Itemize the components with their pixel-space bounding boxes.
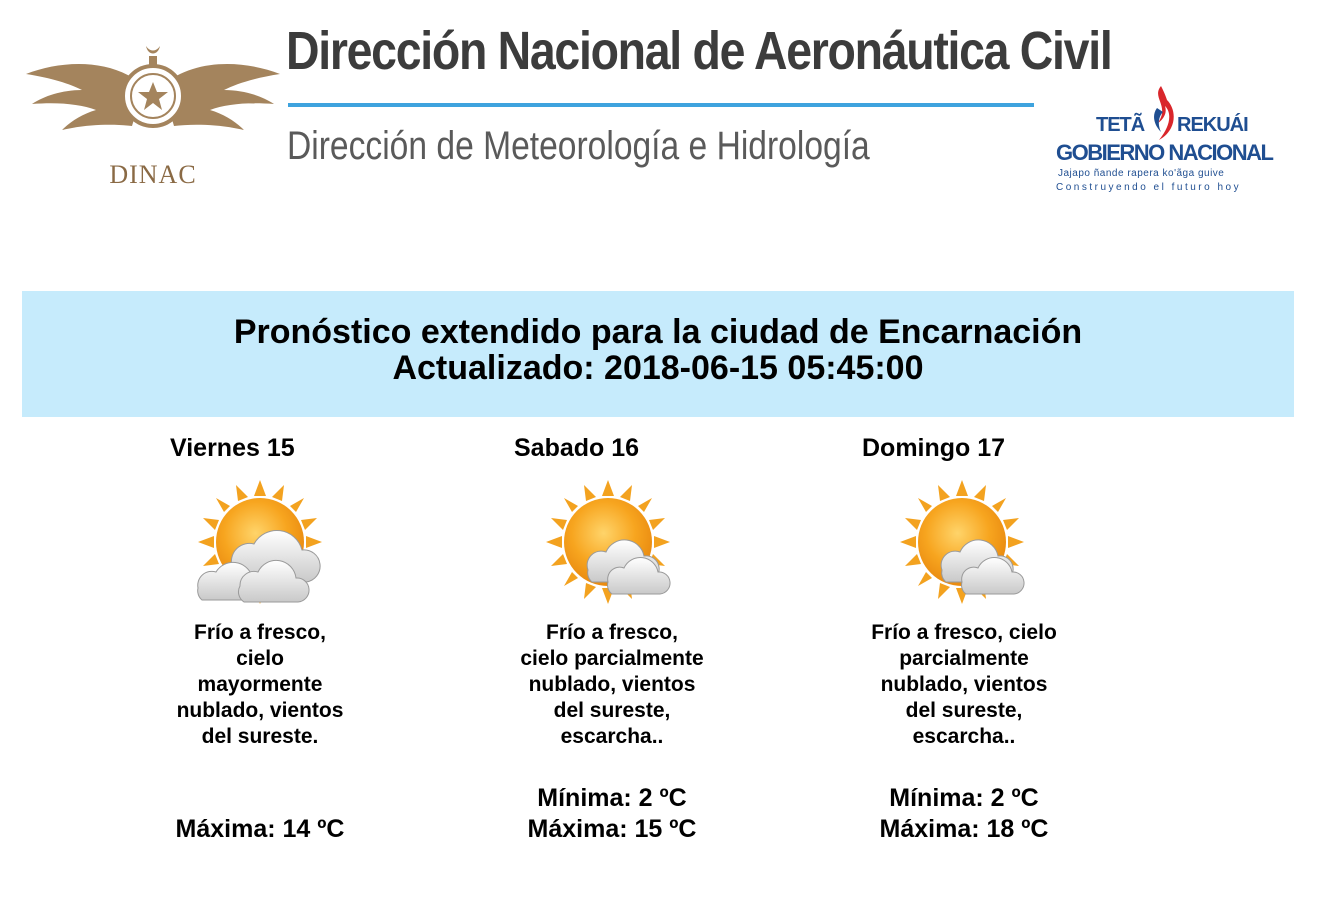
description-line: Frío a fresco, [546, 621, 678, 644]
description-line: escarcha.. [560, 725, 664, 748]
gov-logo-line3: Jajapo ñande rapera ko'ãga guive [1058, 168, 1225, 179]
description-line: cielo [236, 647, 284, 670]
mostly-cloudy-icon [192, 478, 332, 618]
dinac-logo-text: DINAC [109, 160, 197, 189]
description-line: del sureste, [553, 699, 671, 722]
day-name: Sabado 16 [514, 434, 640, 462]
partly-cloudy-icon [896, 478, 1036, 618]
description-line: del sureste, [905, 699, 1023, 722]
gobierno-nacional-logo [1052, 84, 1282, 202]
gov-logo-line2: GOBIERNO NACIONAL [1056, 140, 1273, 165]
org-subtitle: Dirección de Meteorología e Hidrología [287, 124, 870, 168]
max-temperature: Máxima: 15 ºC [527, 815, 697, 843]
max-temperature: Máxima: 18 ºC [879, 815, 1049, 843]
description-line: nublado, vientos [880, 673, 1048, 696]
description-line: nublado, vientos [176, 699, 344, 722]
description-line: del sureste. [201, 725, 319, 748]
updated-timestamp: Actualizado: 2018-06-15 05:45:00 [392, 349, 924, 387]
description-line: parcialmente [899, 647, 1029, 670]
description-line: escarcha.. [912, 725, 1016, 748]
gov-logo-line1b: REKUÁI [1177, 114, 1248, 136]
description-line: cielo parcialmente [520, 647, 704, 670]
day-description [502, 620, 722, 750]
site-header [0, 0, 1323, 240]
gov-logo-line4: Construyendo el futuro hoy [1056, 182, 1242, 193]
org-title: Dirección Nacional de Aeronáutica Civil [286, 21, 1112, 81]
day-name: Viernes 15 [170, 434, 295, 462]
day-description [150, 620, 370, 750]
min-temperature: Mínima: 2 ºC [537, 784, 687, 812]
dinac-logo [22, 38, 284, 198]
min-temperature: Mínima: 2 ºC [889, 784, 1039, 812]
description-line: Frío a fresco, cielo [871, 621, 1057, 644]
description-line: Frío a fresco, [194, 621, 326, 644]
max-temperature: Máxima: 14 ºC [175, 815, 345, 843]
forecast-title: Pronóstico extendido para la ciudad de Encarnación [233, 313, 1083, 351]
flag-flame-icon [1147, 84, 1177, 144]
description-line: mayormente [197, 673, 323, 696]
partly-cloudy-icon [542, 478, 682, 618]
description-line: nublado, vientos [528, 673, 696, 696]
forecast-banner [22, 291, 1294, 417]
gov-logo-line1a: TETÃ [1096, 114, 1145, 136]
day-description [854, 620, 1074, 750]
header-divider [288, 103, 1034, 107]
day-name: Domingo 17 [862, 434, 1006, 462]
